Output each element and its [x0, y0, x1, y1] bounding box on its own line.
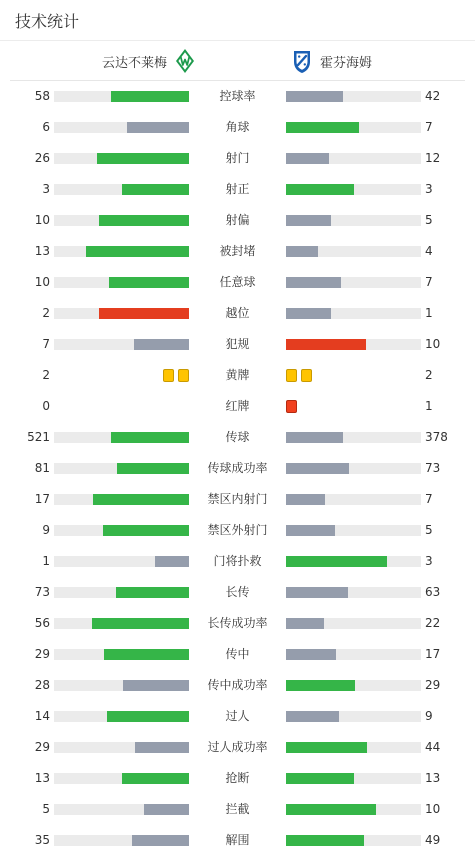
stat-row	[0, 453, 475, 484]
stat-row	[0, 484, 475, 515]
away-bar-track	[286, 680, 421, 691]
home-value: 56	[34, 616, 50, 630]
stat-row	[0, 236, 475, 267]
home-bar-fill	[103, 525, 189, 536]
home-bar-track	[54, 680, 189, 691]
home-value: 10	[34, 213, 50, 227]
away-value: 5	[425, 213, 433, 227]
stat-label: 控球率	[219, 89, 256, 103]
home-bar-track	[54, 525, 189, 536]
stat-label: 抢断	[225, 771, 250, 785]
yellow-card-icon	[301, 369, 312, 382]
away-bar-fill	[286, 246, 318, 257]
stat-row	[0, 112, 475, 143]
away-bar-track	[286, 835, 421, 846]
stat-label: 被封堵	[219, 244, 256, 258]
stat-row	[0, 794, 475, 825]
away-bar-fill	[286, 835, 364, 846]
away-bar-fill	[286, 525, 335, 536]
away-bar-fill	[286, 215, 331, 226]
stat-label: 长传	[225, 585, 250, 599]
home-bar-fill	[144, 804, 189, 815]
stat-label: 传中	[225, 647, 250, 661]
stat-label: 黄牌	[225, 368, 250, 382]
home-bar-fill	[107, 711, 189, 722]
away-bar-fill	[286, 587, 348, 598]
away-value: 7	[425, 492, 433, 506]
stat-label: 射正	[225, 182, 250, 196]
stat-row	[0, 763, 475, 794]
away-bar-track	[286, 525, 421, 536]
stat-label: 过人	[225, 709, 250, 723]
stat-label: 长传成功率	[207, 616, 268, 630]
home-bar-track	[54, 463, 189, 474]
away-value: 9	[425, 709, 433, 723]
away-bar-track	[286, 432, 421, 443]
away-bar-track	[286, 246, 421, 257]
away-bar-fill	[286, 742, 367, 753]
home-bar-fill	[122, 773, 190, 784]
away-cards	[286, 369, 314, 382]
home-bar-track	[54, 587, 189, 598]
away-value: 3	[425, 182, 433, 196]
away-bar-track	[286, 463, 421, 474]
yellow-card-icon	[178, 369, 189, 382]
away-value: 42	[425, 89, 441, 103]
hoffenheim-crest-icon	[291, 48, 313, 74]
home-value: 35	[34, 833, 50, 847]
away-team[interactable]	[291, 41, 372, 81]
stat-label: 禁区外射门	[207, 523, 268, 537]
home-value: 29	[34, 647, 50, 661]
home-bar-track	[54, 215, 189, 226]
away-bar-fill	[286, 680, 355, 691]
stat-row	[0, 701, 475, 732]
away-bar-track	[286, 649, 421, 660]
home-bar-fill	[99, 308, 189, 319]
away-value: 13	[425, 771, 441, 785]
stat-row	[0, 422, 475, 453]
away-bar-fill	[286, 463, 349, 474]
home-value: 28	[34, 678, 50, 692]
home-bar-fill	[111, 91, 189, 102]
home-value: 2	[42, 368, 50, 382]
home-bar-track	[54, 184, 189, 195]
stat-row	[0, 732, 475, 763]
stat-row	[0, 670, 475, 701]
home-value: 10	[34, 275, 50, 289]
away-value: 7	[425, 275, 433, 289]
home-bar-track	[54, 91, 189, 102]
away-bar-fill	[286, 494, 325, 505]
stat-row	[0, 825, 475, 856]
home-bar-track	[54, 432, 189, 443]
away-bar-track	[286, 773, 421, 784]
away-value: 5	[425, 523, 433, 537]
home-bar-fill	[117, 463, 189, 474]
stat-row	[0, 360, 475, 391]
stat-label: 禁区内射门	[207, 492, 268, 506]
stat-row	[0, 329, 475, 360]
stat-row	[0, 81, 475, 112]
home-bar-track	[54, 711, 189, 722]
home-bar-fill	[111, 432, 189, 443]
away-bar-fill	[286, 804, 376, 815]
home-value: 3	[42, 182, 50, 196]
home-bar-track	[54, 556, 189, 567]
yellow-card-icon	[286, 369, 297, 382]
home-bar-fill	[122, 184, 190, 195]
home-value: 29	[34, 740, 50, 754]
home-bar-fill	[127, 122, 189, 133]
home-bar-fill	[135, 742, 189, 753]
stat-label: 传中成功率	[207, 678, 268, 692]
away-bar-fill	[286, 122, 359, 133]
home-bar-track	[54, 246, 189, 257]
home-bar-track	[54, 277, 189, 288]
stat-row	[0, 577, 475, 608]
away-bar-fill	[286, 618, 324, 629]
away-bar-track	[286, 91, 421, 102]
stat-row	[0, 639, 475, 670]
yellow-card-icon	[163, 369, 174, 382]
home-value: 13	[34, 244, 50, 258]
stat-row	[0, 608, 475, 639]
home-value: 6	[42, 120, 50, 134]
away-value: 10	[425, 337, 441, 351]
away-bar-track	[286, 711, 421, 722]
home-value: 2	[42, 306, 50, 320]
stat-label: 射门	[225, 151, 250, 165]
home-value: 5	[42, 802, 50, 816]
home-bar-track	[54, 742, 189, 753]
stat-row	[0, 267, 475, 298]
away-bar-track	[286, 277, 421, 288]
away-value: 63	[425, 585, 441, 599]
stat-label: 传球成功率	[207, 461, 268, 475]
home-bar-track	[54, 649, 189, 660]
red-card-icon	[286, 400, 297, 413]
stat-row	[0, 515, 475, 546]
home-value: 58	[34, 89, 50, 103]
home-bar-fill	[134, 339, 189, 350]
home-bar-fill	[116, 587, 189, 598]
stat-row	[0, 205, 475, 236]
home-value: 9	[42, 523, 50, 537]
away-value: 29	[425, 678, 441, 692]
home-value: 14	[34, 709, 50, 723]
away-value: 4	[425, 244, 433, 258]
home-bar-fill	[155, 556, 189, 567]
away-value: 2	[425, 368, 433, 382]
stat-label: 拦截	[225, 802, 250, 816]
away-bar-track	[286, 742, 421, 753]
home-value: 73	[34, 585, 50, 599]
stat-row	[0, 174, 475, 205]
away-bar-track	[286, 184, 421, 195]
home-value: 0	[42, 399, 50, 413]
home-value: 26	[34, 151, 50, 165]
away-value: 1	[425, 399, 433, 413]
home-bar-fill	[97, 153, 189, 164]
away-bar-track	[286, 618, 421, 629]
home-bar-track	[54, 153, 189, 164]
away-team-name: 霍芬海姆	[320, 55, 373, 71]
stat-label: 传球	[225, 430, 250, 444]
home-value: 81	[34, 461, 50, 475]
page-title: 技术统计	[15, 11, 80, 31]
away-cards	[286, 400, 299, 413]
away-value: 7	[425, 120, 433, 134]
away-bar-track	[286, 308, 421, 319]
away-bar-fill	[286, 91, 343, 102]
home-bar-fill	[104, 649, 189, 660]
home-value: 17	[34, 492, 50, 506]
home-bar-fill	[109, 277, 189, 288]
stat-row	[0, 143, 475, 174]
away-value: 378	[425, 430, 448, 444]
stat-label: 解围	[225, 833, 250, 847]
away-value: 10	[425, 802, 441, 816]
stat-row	[0, 546, 475, 577]
home-bar-fill	[99, 215, 189, 226]
home-value: 7	[42, 337, 50, 351]
home-bar-track	[54, 804, 189, 815]
stat-label: 过人成功率	[207, 740, 268, 754]
home-value: 13	[34, 771, 50, 785]
away-bar-fill	[286, 773, 354, 784]
stat-row	[0, 298, 475, 329]
home-bar-track	[54, 773, 189, 784]
home-bar-fill	[86, 246, 189, 257]
away-bar-track	[286, 494, 421, 505]
away-bar-track	[286, 587, 421, 598]
home-bar-track	[54, 835, 189, 846]
away-bar-fill	[286, 308, 331, 319]
away-value: 73	[425, 461, 441, 475]
stat-label: 射偏	[225, 213, 250, 227]
home-cards	[161, 369, 189, 382]
home-team-name: 云达不莱梅	[102, 55, 168, 71]
home-bar-track	[54, 618, 189, 629]
stat-label: 任意球	[219, 275, 256, 289]
home-bar-track	[54, 494, 189, 505]
away-bar-fill	[286, 711, 339, 722]
away-value: 12	[425, 151, 441, 165]
away-bar-track	[286, 215, 421, 226]
home-bar-fill	[123, 680, 189, 691]
stats-list	[0, 81, 475, 856]
away-bar-fill	[286, 153, 329, 164]
away-value: 22	[425, 616, 441, 630]
away-bar-fill	[286, 649, 336, 660]
away-bar-fill	[286, 184, 354, 195]
home-value: 521	[27, 430, 50, 444]
away-value: 17	[425, 647, 441, 661]
away-value: 44	[425, 740, 441, 754]
stat-label: 越位	[225, 306, 250, 320]
stat-label: 犯规	[225, 337, 250, 351]
away-bar-fill	[286, 432, 343, 443]
page-header	[0, 0, 475, 41]
away-value: 1	[425, 306, 433, 320]
home-team[interactable]	[102, 41, 196, 81]
away-bar-fill	[286, 277, 341, 288]
home-bar-fill	[92, 618, 189, 629]
home-bar-track	[54, 308, 189, 319]
home-bar-fill	[93, 494, 189, 505]
stat-label: 红牌	[225, 399, 250, 413]
away-value: 49	[425, 833, 441, 847]
stat-label: 角球	[225, 120, 250, 134]
away-bar-track	[286, 153, 421, 164]
home-value: 1	[42, 554, 50, 568]
away-bar-fill	[286, 556, 387, 567]
home-bar-track	[54, 339, 189, 350]
werder-bremen-crest-icon	[174, 48, 196, 74]
stat-row	[0, 391, 475, 422]
away-bar-track	[286, 556, 421, 567]
stat-label: 门将扑救	[213, 554, 262, 568]
teams-header	[10, 41, 465, 81]
home-bar-fill	[132, 835, 189, 846]
away-bar-track	[286, 804, 421, 815]
away-bar-track	[286, 339, 421, 350]
away-bar-fill	[286, 339, 366, 350]
home-bar-track	[54, 122, 189, 133]
away-value: 3	[425, 554, 433, 568]
away-bar-track	[286, 122, 421, 133]
